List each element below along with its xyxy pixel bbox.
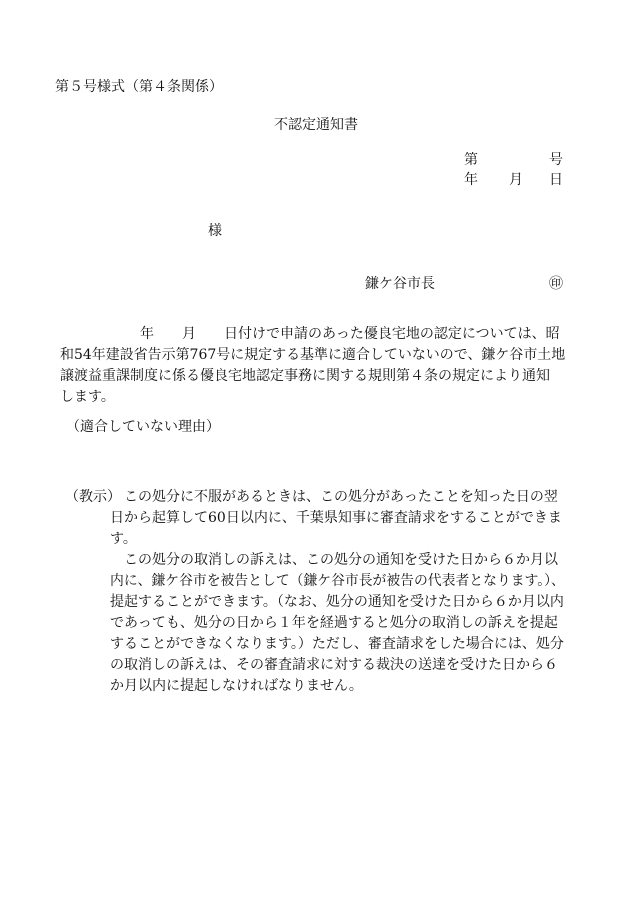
form-label: 第５号様式（第４条関係） bbox=[55, 79, 223, 95]
date-month: 月 bbox=[509, 172, 523, 188]
reason-heading: （適合していない理由） bbox=[66, 419, 220, 435]
date-day: 日 bbox=[549, 172, 563, 188]
date-year: 年 bbox=[464, 172, 478, 188]
notice-line: 日から起算して60日以内に、千葉県知事に審査請求をすることができま bbox=[110, 510, 562, 526]
notice-line: 内に、鎌ケ谷市を被告として（鎌ケ谷市長が被告の代表者となります。）、 bbox=[110, 573, 565, 589]
body-line: します。 bbox=[60, 389, 115, 405]
document-title: 不認定通知書 bbox=[274, 117, 358, 133]
notice-label: （教示） bbox=[65, 489, 121, 505]
issuer-name: 鎌ケ谷市長 bbox=[365, 276, 435, 292]
body-line: 年 月 日付けで申請のあった優良宅地の認定については、昭 bbox=[140, 326, 560, 342]
seal-mark: ㊞ bbox=[549, 276, 563, 292]
notice-line: であっても、処分の日から１年を経過すると処分の取消しの訴えを提起 bbox=[110, 615, 558, 631]
notice-line: す。 bbox=[110, 531, 137, 547]
notice-line: 提起することができます。（なお、処分の通知を受けた日から６か月以内 bbox=[110, 594, 564, 610]
number-prefix: 第 bbox=[464, 152, 478, 168]
notice-line: この処分の取消しの訴えは、この処分の通知を受けた日から６か月以 bbox=[110, 552, 558, 568]
body-line: 譲渡益重課制度に係る優良宅地認定事務に関する規則第４条の規定により通知 bbox=[60, 368, 550, 384]
notice-line: の取消しの訴えは、その審査請求に対する裁決の送達を受けた日から６ bbox=[110, 657, 558, 673]
notice-line: この処分に不服があるときは、この処分があったことを知った日の翌 bbox=[124, 489, 558, 505]
notice-line: することができなくなります。）ただし、審査請求をした場合には、処分 bbox=[110, 636, 564, 652]
addressee: 様 bbox=[208, 223, 222, 239]
number-suffix: 号 bbox=[549, 152, 563, 168]
notice-line: か月以内に提起しなければなりません。 bbox=[110, 678, 363, 694]
body-line: 和54年建設省告示第767号に規定する基準に適合していないので、鎌ケ谷市土地 bbox=[60, 347, 566, 363]
